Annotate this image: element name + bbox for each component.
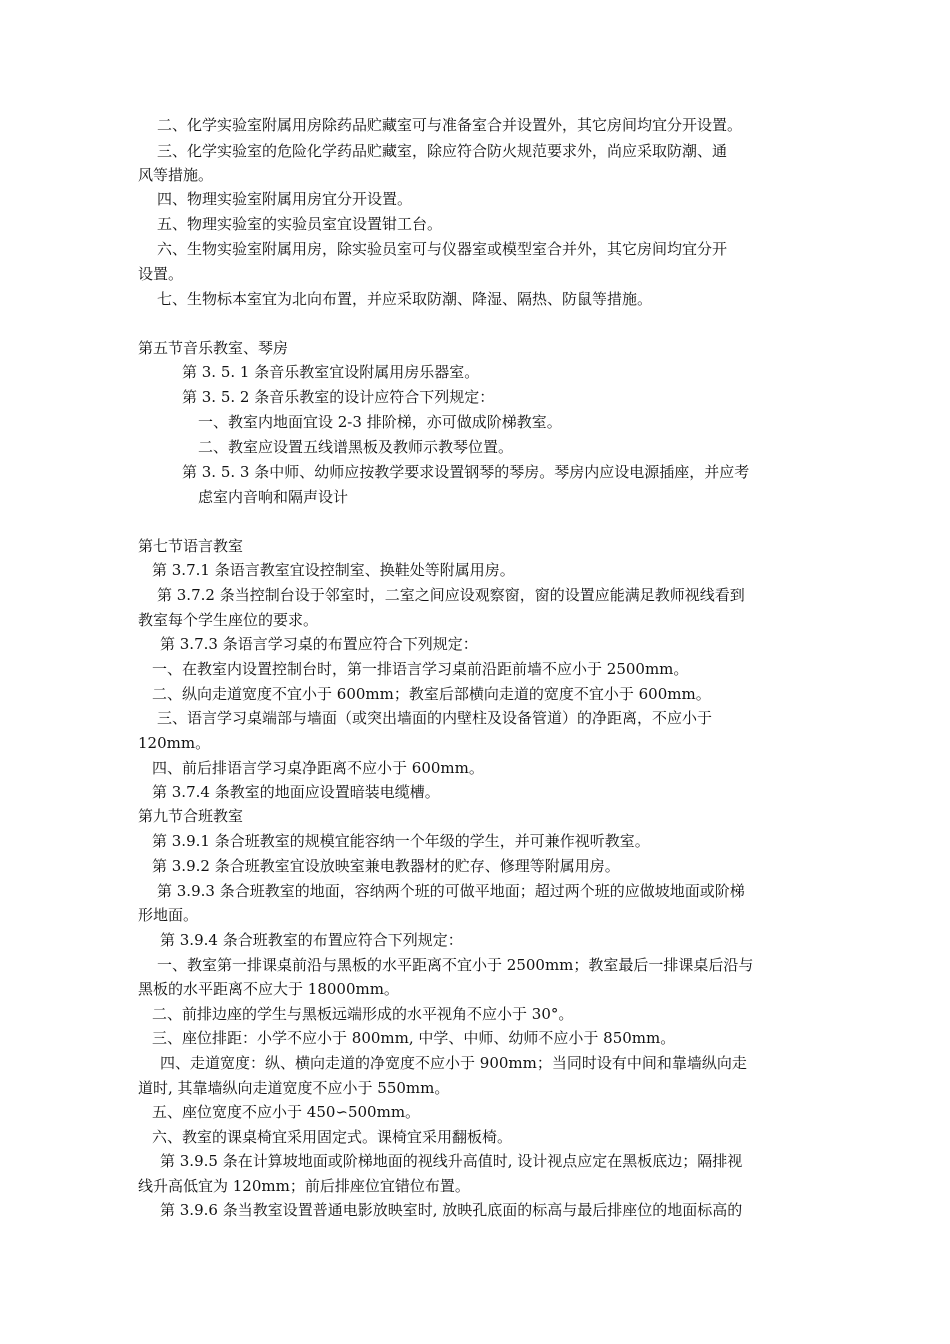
text-line: 第 3.9.6 条当教室设置普通电影放映室时, 放映孔底面的标高与最后排座位的地面标高的 (160, 1201, 743, 1219)
text-line: 第 3.7.4 条教室的地面应设置暗装电缆槽。 (152, 783, 440, 801)
text-line: 道时, 其靠墙纵向走道宽度不应小于 550mm。 (138, 1079, 450, 1097)
text-line: 第 3.9.2 条合班教室宜设放映室兼电教器材的贮存、修理等附属用房。 (152, 857, 620, 875)
text-line: 第 3.9.3 条合班教室的地面，容纳两个班的可做平地面；超过两个班的应做坡地面或阶梯 (157, 882, 745, 900)
text-line: 第 3.9.1 条合班教室的规模宜能容纳一个年级的学生，并可兼作视听教室。 (152, 832, 650, 850)
text-line: 四、前后排语言学习桌净距离不应小于 600mm。 (152, 759, 484, 777)
text-line: 线升高低宜为 120mm；前后排座位宜错位布置。 (138, 1177, 470, 1195)
text-line: 二、化学实验室附属用房除药品贮藏室可与准备室合并设置外，其它房间均宜分开设置。 (157, 116, 743, 134)
text-line: 二、教室应设置五线谱黑板及教师示教琴位置。 (198, 438, 514, 456)
text-line: 第 3. 5. 1 条音乐教室宜设附属用房乐器室。 (182, 363, 480, 381)
text-line: 第 3.7.3 条语言学习桌的布置应符合下列规定： (160, 635, 478, 653)
text-line: 风等措施。 (138, 166, 214, 184)
text-line: 二、纵向走道宽度不宜小于 600mm；教室后部横向走道的宽度不宜小于 600mm。 (152, 685, 711, 703)
text-line: 黑板的水平距离不应大于 18000mm。 (138, 980, 399, 998)
section-heading: 第七节语言教室 (138, 537, 244, 555)
text-line: 二、前排边座的学生与黑板远端形成的水平视角不应小于 30°。 (152, 1005, 574, 1023)
text-line: 五、物理实验室的实验员室宜设置钳工台。 (157, 215, 443, 233)
text-line: 第 3.7.2 条当控制台设于邻室时，二室之间应设观察窗，窗的设置应能满足教师视线看到 (157, 586, 745, 604)
text-line: 三、化学实验室的危险化学药品贮藏室，除应符合防火规范要求外，尚应采取防潮、通 (157, 142, 728, 160)
section-heading: 第五节音乐教室、琴房 (138, 339, 289, 357)
text-line: 一、教室内地面宜设 2-3 排阶梯，亦可做成阶梯教室。 (198, 413, 562, 431)
text-line: 七、生物标本室宜为北向布置，并应采取防潮、降湿、隔热、防鼠等措施。 (157, 290, 653, 308)
text-line: 第 3.9.5 条在计算坡地面或阶梯地面的视线升高值时, 设计视点应定在黑板底边；隔排视 (160, 1152, 743, 1170)
text-line: 第 3.9.4 条合班教室的布置应符合下列规定： (160, 931, 463, 949)
text-line: 六、教室的课桌椅宜采用固定式。课椅宜采用翻板椅。 (152, 1128, 513, 1146)
section-heading: 第九节合班教室 (138, 807, 244, 825)
text-line: 一、教室第一排课桌前沿与黑板的水平距离不宜小于 2500mm；教室最后一排课桌后沿与 (157, 956, 754, 974)
text-line: 设置。 (138, 265, 184, 283)
text-line: 三、语言学习桌端部与墙面（或突出墙面的内壁柱及设备管道）的净距离，不应小于 (157, 709, 713, 727)
text-line: 第 3. 5. 2 条音乐教室的设计应符合下列规定： (182, 388, 495, 406)
text-line: 虑室内音响和隔声设计 (198, 488, 349, 506)
text-line: 形地面。 (138, 906, 199, 924)
text-line: 第 3. 5. 3 条中师、幼师应按教学要求设置钢琴的琴房。琴房内应设电源插座，并应考 (182, 463, 750, 481)
text-line: 六、生物实验室附属用房，除实验员室可与仪器室或模型室合并外，其它房间均宜分开 (157, 240, 728, 258)
text-line: 三、座位排距：小学不应小于 800mm, 中学、中师、幼师不应小于 850mm。 (152, 1029, 676, 1047)
text-line: 五、座位宽度不应小于 450∽500mm。 (152, 1103, 421, 1121)
text-line: 四、走道宽度：纵、横向走道的净宽度不应小于 900mm；当同时设有中间和靠墙纵向走 (160, 1054, 747, 1072)
text-line: 四、物理实验室附属用房宜分开设置。 (157, 190, 413, 208)
text-line: 第 3.7.1 条语言教室宜设控制室、换鞋处等附属用房。 (152, 561, 515, 579)
text-line: 一、在教室内设置控制台时，第一排语言学习桌前沿距前墙不应小于 2500mm。 (152, 660, 689, 678)
text-line: 120mm。 (138, 734, 211, 752)
text-line: 教室每个学生座位的要求。 (138, 611, 319, 629)
